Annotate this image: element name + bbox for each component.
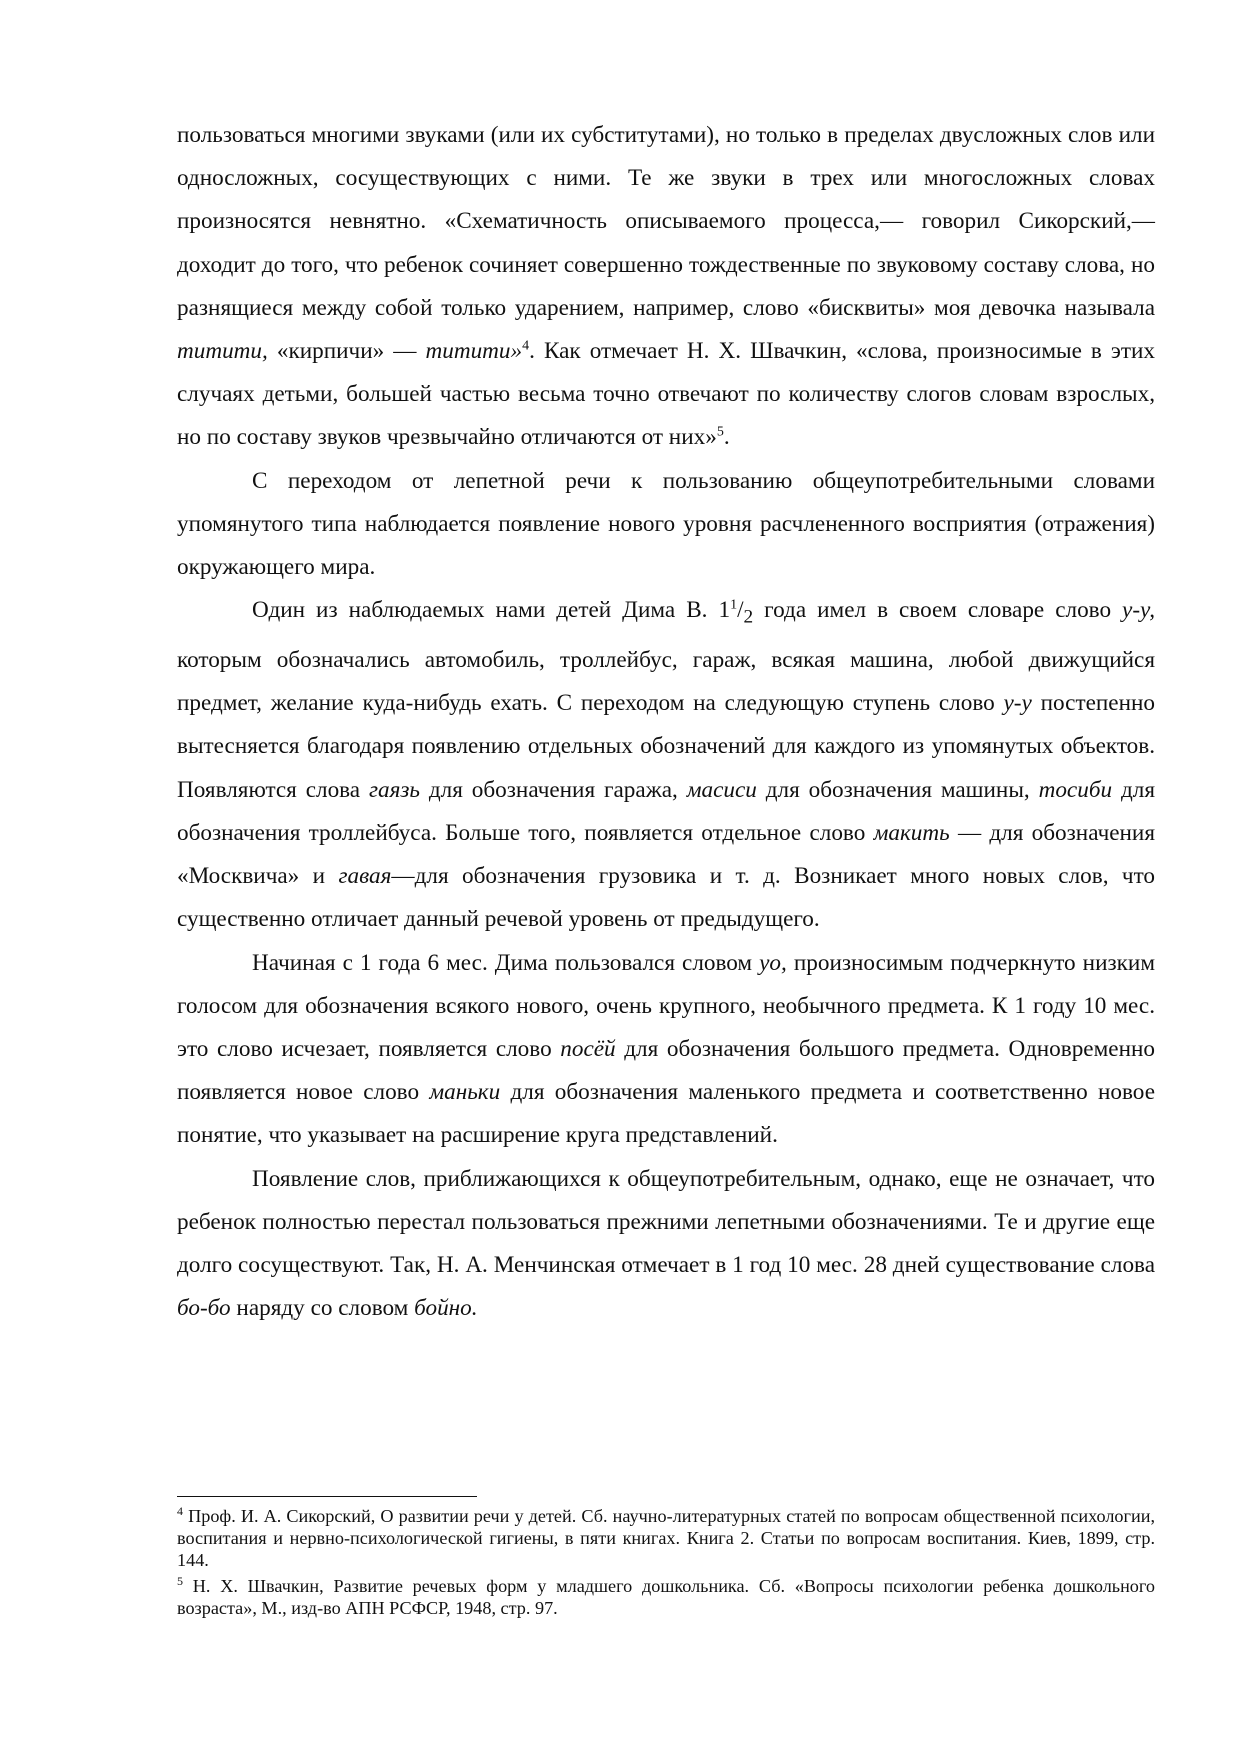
text-run: произносимым подчеркнуто низким голосом для обозначения всякого нового, очень крупного, необычного предмета. К 1 году 10 мес. это слово исчезает, появляется слово	[177, 949, 1155, 1062]
paragraph	[177, 589, 1155, 941]
text-run: . Как отмечает Н. X. Швачкин, «слова, произносимые в этих случаях детьми, большей частью весьма точно отвечают по количеству слогов словам взрослых, но по составу звуков чрезвычайно отличаются от них»	[177, 338, 1155, 451]
footnote-number: 4	[177, 1503, 183, 1518]
footnote-ref: 1	[730, 597, 738, 613]
italic-term: гавая	[338, 863, 392, 890]
text-run: —для обозначения грузовика и т. д. Возникает много новых слов, что существенно отличает данный речевой уровень от предыдущего.	[177, 863, 1155, 933]
text-run: «кирпичи» —	[267, 338, 426, 365]
italic-term: бойно.	[414, 1295, 478, 1322]
italic-term: макить	[873, 819, 950, 846]
text-run: которым обозначались автомобиль, троллейбус, гараж, всякая машина, любой движущийся предмет, желание куда-нибудь ехать. С переходом на следующую ступень слово	[177, 647, 1155, 717]
italic-term: маньки	[429, 1079, 501, 1106]
paragraph	[177, 460, 1155, 590]
footnote-ref: 4	[522, 338, 530, 354]
text-run: Один из наблюдаемых нами детей Дима В. 1	[252, 597, 731, 624]
text-run: для обозначения троллейбуса. Больше того, появляется отдельное слово	[177, 776, 1155, 846]
italic-term: гаязь	[368, 776, 420, 803]
footnote	[177, 1505, 1155, 1571]
footnote-text: Н. X. Швачкин, Развитие речевых форм у младшего дошкольника. Сб. «Вопросы психологии ребенка дошкольного возраста», М., изд-во АПН РСФСР, 1948, стр. 97.	[177, 1576, 1155, 1618]
text-run: С переходом от лепетной речи к пользованию общеупотребительными словами упомянутого типа наблюдается появление нового уровня расчлененного восприятия (отражения) окружающего мира.	[177, 467, 1155, 581]
text-run: — для обозначения «Москвича» и	[177, 819, 1156, 890]
paragraph	[177, 942, 1155, 1158]
italic-term: у-у	[1003, 690, 1032, 717]
text-run: пользоваться многими звуками (или их субститутами), но только в пределах двусложных слов или односложных, сосуществующих с ними. Те же звуки в трех или многосложных словах произносятся невнятно. «Схематичность описываемого процесса,— говорил Сикорский,— доходит до того, что ребенок сочиняет совершенно тождественные по звуковому составу слова, но разнящиеся между собой только ударением, например, слово «бисквиты» моя девочка называла	[177, 122, 1155, 321]
italic-term: масиси	[686, 776, 757, 803]
text-run: Начиная с 1 года 6 мес. Дима пользовался словом	[252, 949, 760, 976]
italic-term: титити,	[177, 338, 268, 365]
footnote-number: 5	[177, 1573, 183, 1588]
text-run: для обозначения машины,	[756, 776, 1039, 803]
italic-term: титити»	[425, 338, 523, 365]
footnote-ref: 5	[716, 424, 724, 440]
footnote-separator	[177, 1496, 477, 1497]
footnote-text: Проф. И. А. Сикорский, О развитии речи у детей. Сб. научно-литературных статей по вопросам общественной психологии, воспитания и нервно-психологической гигиены, в пяти книгах. Книга 2. Статьи по вопросам воспитания. Киев, 1899, стр. 144.	[177, 1506, 1155, 1570]
text-run: /	[737, 597, 744, 624]
footnotes	[177, 1505, 1155, 1623]
italic-term: бо-бо	[177, 1295, 231, 1322]
footnote	[177, 1575, 1155, 1619]
text-run: постепенно вытесняется благодаря появлению отдельных обозначений для каждого из упомянутых объектов. Появляются слова	[177, 690, 1155, 803]
body-text	[177, 114, 1155, 1330]
text-run: года имел в своем словаре слово	[753, 597, 1123, 624]
italic-term: уо,	[759, 949, 787, 976]
paragraph	[177, 114, 1155, 460]
paragraph	[177, 1158, 1155, 1331]
italic-term: посёй	[560, 1035, 616, 1062]
text-run: .	[723, 424, 730, 451]
text-run: для обозначения маленького предмета и соответственно новое понятие, что указывает на расширение круга представлений.	[177, 1079, 1155, 1149]
text-run: для обозначения гаража,	[420, 776, 687, 803]
text-run: для обозначения большого предмета. Одновременно появляется новое слово	[177, 1035, 1155, 1106]
text-run: наряду со словом	[230, 1295, 415, 1322]
italic-term: у-у,	[1122, 597, 1155, 624]
text-run: 2	[743, 606, 754, 628]
text-run: Появление слов, приближающихся к общеупотребительным, однако, еще не означает, что ребенок полностью перестал пользоваться прежними лепетными обозначениями. Те и другие еще долго сосуществуют. Так, Н. А. Менчинская отмечает в 1 год 10 мес. 28 дней существование слова	[177, 1165, 1155, 1278]
italic-term: тосиби	[1038, 776, 1113, 803]
